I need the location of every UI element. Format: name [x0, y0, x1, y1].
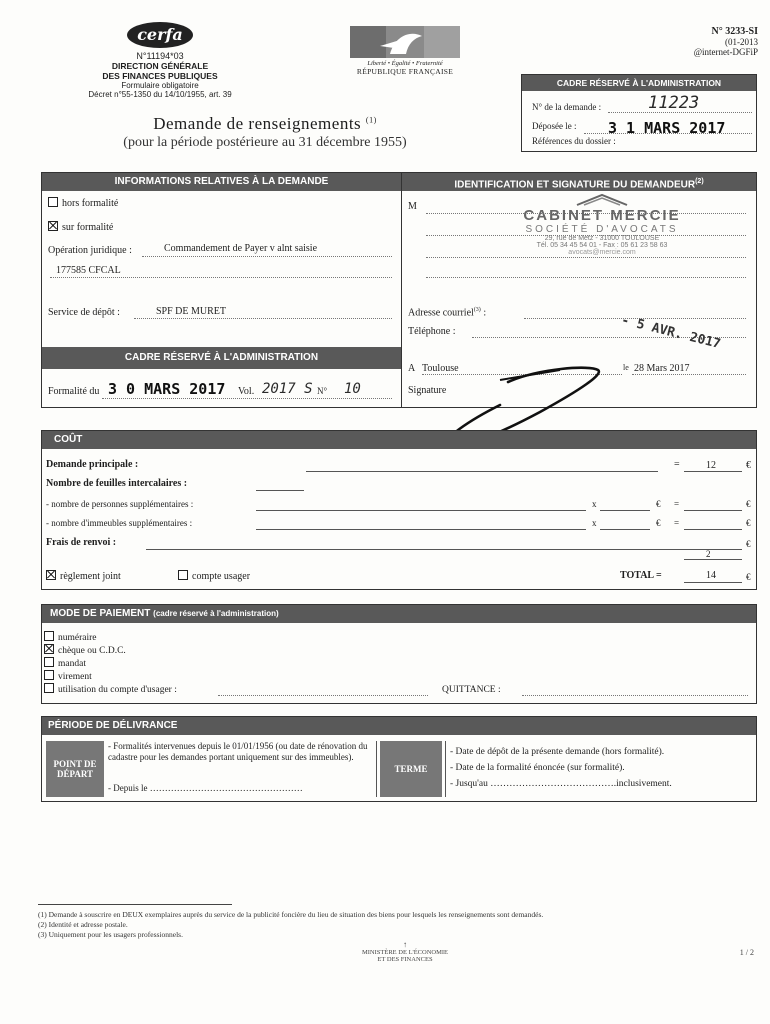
mandat-checkbox[interactable]: [44, 657, 54, 667]
cheque-checkbox[interactable]: [44, 644, 54, 654]
term-text-1: - Date de dépôt de la présente demande (hors formalité).: [450, 747, 665, 757]
ministry-block: [330, 940, 480, 963]
user-account-checkbox[interactable]: [178, 570, 188, 580]
buildings-equals: =: [674, 518, 680, 528]
form-edition: @internet-DGFiP: [693, 47, 758, 57]
marianne-block: [338, 26, 472, 76]
virement-label: virement: [58, 672, 92, 682]
direction-label: DIRECTION GÉNÉRALE: [111, 61, 209, 71]
firm-stamp: [472, 193, 732, 256]
virement-checkbox[interactable]: [44, 670, 54, 680]
operation-label: Opération juridique :: [48, 245, 132, 256]
service-value[interactable]: SPF DE MURET: [156, 306, 227, 317]
footer-separator: [38, 904, 232, 905]
firm-logo-icon: [572, 193, 632, 207]
buildings-multiply: x: [592, 518, 597, 528]
vol-label: Vol.: [238, 386, 255, 397]
operation-value[interactable]: Commandement de Payer v alnt saisie: [164, 243, 318, 254]
persons-total-line: [684, 510, 742, 511]
ministry-icon: ↑: [403, 940, 407, 949]
term-label-box: [380, 741, 442, 797]
main-demand-currency: €: [746, 460, 751, 471]
shipping-currency: €: [746, 539, 751, 549]
firm-address: 29, rue de Metz - 31000 TOULOUSE: [544, 235, 660, 242]
demand-number-label: N° de la demande :: [532, 102, 602, 112]
term-divider: [445, 741, 446, 797]
cash-label: numéraire: [58, 633, 97, 643]
persons-multiply: x: [592, 499, 597, 509]
cash-checkbox[interactable]: [44, 631, 54, 641]
request-info-header: INFORMATIONS RELATIVES À LA DEMANDE: [42, 173, 401, 191]
footnotes: [38, 910, 758, 940]
shipping-value-line: [684, 559, 742, 560]
start-text-1: - Formalités intervenues depuis le 01/01/1956 (ou date de rénovation du cadastre pour les demandes portant uniquement sur des immeubles).: [108, 741, 368, 762]
main-demand-line: [306, 471, 658, 472]
total-value[interactable]: 14: [706, 570, 716, 581]
identification-header-text: IDENTIFICATION ET SIGNATURE DU DEMANDEUR: [454, 179, 696, 191]
option-sur-formalite[interactable]: [48, 221, 113, 233]
date-value[interactable]: 28 Mars 2017: [634, 363, 690, 374]
persons-total-currency: €: [746, 499, 751, 509]
footnote-2: (2) Identité et adresse postale.: [38, 920, 128, 929]
m-label: M: [408, 201, 417, 212]
sheets-line: [256, 490, 304, 491]
user-account-option[interactable]: [178, 570, 250, 582]
cerfa-block: [60, 22, 260, 99]
persons-equals: =: [674, 499, 680, 509]
user-account-label: compte usager: [192, 571, 251, 582]
decree-label: Décret n°55-1350 du 14/10/1955, art. 39: [88, 90, 232, 99]
buildings-label: - nombre d'immeubles supplémentaires :: [46, 518, 193, 528]
total-line: [684, 582, 742, 583]
payment-option-cash[interactable]: [44, 631, 97, 643]
finances-label: DES FINANCES PUBLIQUES: [102, 71, 218, 81]
buildings-currency: €: [656, 518, 661, 528]
term-label: TERME: [394, 764, 428, 774]
sur-formalite-label: sur formalité: [62, 222, 114, 233]
deposit-date-line: [584, 133, 752, 134]
date-line: [632, 374, 746, 375]
payment-header-note: (cadre réservé à l'administration): [153, 609, 279, 618]
form-number-block: [694, 26, 758, 57]
shipping-line: [146, 549, 742, 550]
account-line: [218, 695, 428, 696]
buildings-total-line: [684, 529, 742, 530]
hors-formalite-checkbox[interactable]: [48, 197, 58, 207]
admin2-header: CADRE RÉSERVÉ À L'ADMINISTRATION: [42, 347, 401, 369]
identification-header-note: (2): [695, 178, 704, 185]
payment-joint-option[interactable]: [46, 570, 121, 582]
shipping-value[interactable]: 2: [706, 549, 711, 559]
buildings-total-currency: €: [746, 518, 751, 528]
email-label: Adresse courriel$^{(3)}$ :: [408, 307, 487, 319]
persons-rate-line: [600, 510, 650, 511]
formalite-date-stamp: 3 0 MARS 2017: [108, 380, 226, 398]
page-title: [40, 114, 490, 134]
form-title: [40, 114, 490, 151]
firm-email: avocats@mercie.com: [568, 249, 636, 256]
period-header: PÉRIODE DE DÉLIVRANCE: [42, 717, 756, 735]
payment-option-virement[interactable]: [44, 670, 92, 682]
marianne-icon: [350, 26, 460, 58]
request-section: [41, 172, 757, 408]
admin-box: [521, 74, 757, 152]
start-text-2: - Depuis le ……………………………………………: [108, 783, 303, 793]
no-label: N°: [317, 386, 328, 396]
persons-currency: €: [656, 499, 661, 509]
account-label: utilisation du compte d'usager :: [58, 685, 177, 695]
payment-header-title: MODE DE PAIEMENT: [50, 608, 151, 619]
firm-phone: Tél. 05 34 45 54 01 - Fax : 05 61 23 58 63: [536, 242, 668, 249]
option-hors-formalite[interactable]: [48, 197, 118, 209]
period-section: [41, 716, 757, 802]
total-label: TOTAL =: [620, 570, 662, 581]
page-title-text: Demande de renseignements: [153, 114, 362, 133]
mandat-label: mandat: [58, 659, 86, 669]
persons-line: [256, 510, 586, 511]
quittance-label: QUITTANCE :: [442, 685, 501, 695]
identification-header: [402, 173, 756, 191]
form-number: N° 3233-SI: [711, 26, 758, 37]
page-number: 1 / 2: [739, 948, 754, 957]
m-line-3: [426, 257, 746, 258]
sheets-label: Nombre de feuilles intercalaires :: [46, 478, 188, 489]
term-text-2: - Date de la formalité énoncée (sur formalité).: [450, 763, 625, 773]
email-label-note: (3): [473, 307, 481, 313]
marianne-logo: [350, 26, 460, 58]
term-text-3: - Jusqu'au ………………………………….inclusivement.: [450, 779, 672, 789]
deposit-date-stamp: 3 1 MARS 2017: [608, 119, 726, 137]
buildings-line: [256, 529, 586, 530]
republic-label: RÉPUBLIQUE FRANÇAISE: [356, 67, 454, 76]
firm-subtitle: SOCIÉTÉ D'AVOCATS: [525, 224, 679, 235]
footnote-1: (1) Demande à souscrire en DEUX exemplaires auprès du service de la publicité foncière du lieu de situation des biens pour lesquels les renseignements sont demandés.: [38, 910, 544, 919]
formalite-label: Formalité du: [48, 386, 100, 397]
page-title-note: (1): [365, 115, 377, 125]
date-label: le: [623, 363, 629, 372]
cost-header: COÛT: [42, 431, 756, 449]
payment-option-cheque[interactable]: [44, 644, 126, 656]
vol-value: 2017 S: [262, 381, 313, 397]
account-checkbox[interactable]: [44, 683, 54, 693]
start-label: POINT DE DÉPART: [53, 759, 97, 779]
place-value[interactable]: Toulouse: [422, 363, 459, 374]
motto: Liberté • Égalité • Fraternité: [367, 60, 443, 67]
demand-number-value: 11223: [648, 93, 700, 113]
cost-section: [41, 430, 757, 590]
mandatory-label: Formulaire obligatoire: [121, 81, 199, 90]
cerfa-logo: cerfa: [127, 22, 193, 48]
main-demand-label: Demande principale :: [46, 459, 139, 470]
total-currency: €: [746, 572, 751, 582]
admin-box-header: CADRE RÉSERVÉ À L'ADMINISTRATION: [522, 75, 756, 91]
cerfa-number: N°11194*03: [136, 51, 184, 61]
shipping-label: Frais de renvoi :: [46, 537, 117, 548]
email-label-text: Adresse courriel: [408, 307, 474, 319]
payment-option-account[interactable]: [44, 683, 177, 695]
buildings-rate-line: [600, 529, 650, 530]
hors-formalite-label: hors formalité: [62, 198, 119, 209]
operation-line: [142, 256, 392, 257]
quittance-line: [522, 695, 748, 696]
formalite-line: [102, 398, 392, 399]
signature-label: Signature: [408, 385, 447, 396]
payment-option-mandat[interactable]: [44, 657, 86, 669]
dossier-label: Références du dossier :: [532, 136, 616, 146]
ministry-line-1: MINISTÈRE DE L'ÉCONOMIE: [361, 949, 449, 956]
page-subtitle: (pour la période postérieure au 31 décembre 1955): [123, 135, 407, 150]
phone-label: Téléphone :: [408, 326, 456, 337]
deposit-date-label: Déposée le :: [532, 121, 577, 131]
footnote-3: (3) Uniquement pour les usagers professionnels.: [38, 930, 183, 939]
payment-header: [42, 605, 756, 623]
ministry-line-2: ET DES FINANCES: [377, 956, 433, 963]
m-line-4: [426, 277, 746, 278]
form-date: (01-2013: [725, 37, 758, 47]
section-divider: [401, 173, 402, 407]
service-label: Service de dépôt :: [48, 307, 120, 318]
received-date-stamp: - 5 AVR. 2017: [619, 312, 723, 353]
main-demand-equals: =: [674, 459, 680, 470]
payment-joint-label: règlement joint: [60, 571, 121, 582]
start-divider: [376, 741, 377, 797]
reference-value[interactable]: 177585 CFCAL: [56, 265, 121, 276]
main-demand-value-line: [684, 471, 742, 472]
no-value: 10: [344, 381, 361, 397]
service-line: [134, 318, 392, 319]
cheque-label: chèque ou C.D.C.: [58, 646, 126, 656]
main-demand-value[interactable]: 12: [706, 460, 716, 471]
start-label-box: [46, 741, 104, 797]
payment-joint-checkbox[interactable]: [46, 570, 56, 580]
place-label: A: [408, 363, 416, 374]
firm-name: CABINET MERCIE: [523, 207, 681, 224]
sur-formalite-checkbox[interactable]: [48, 221, 58, 231]
persons-label: - nombre de personnes supplémentaires :: [46, 499, 194, 509]
reference-line: [50, 277, 392, 278]
payment-section: [41, 604, 757, 704]
